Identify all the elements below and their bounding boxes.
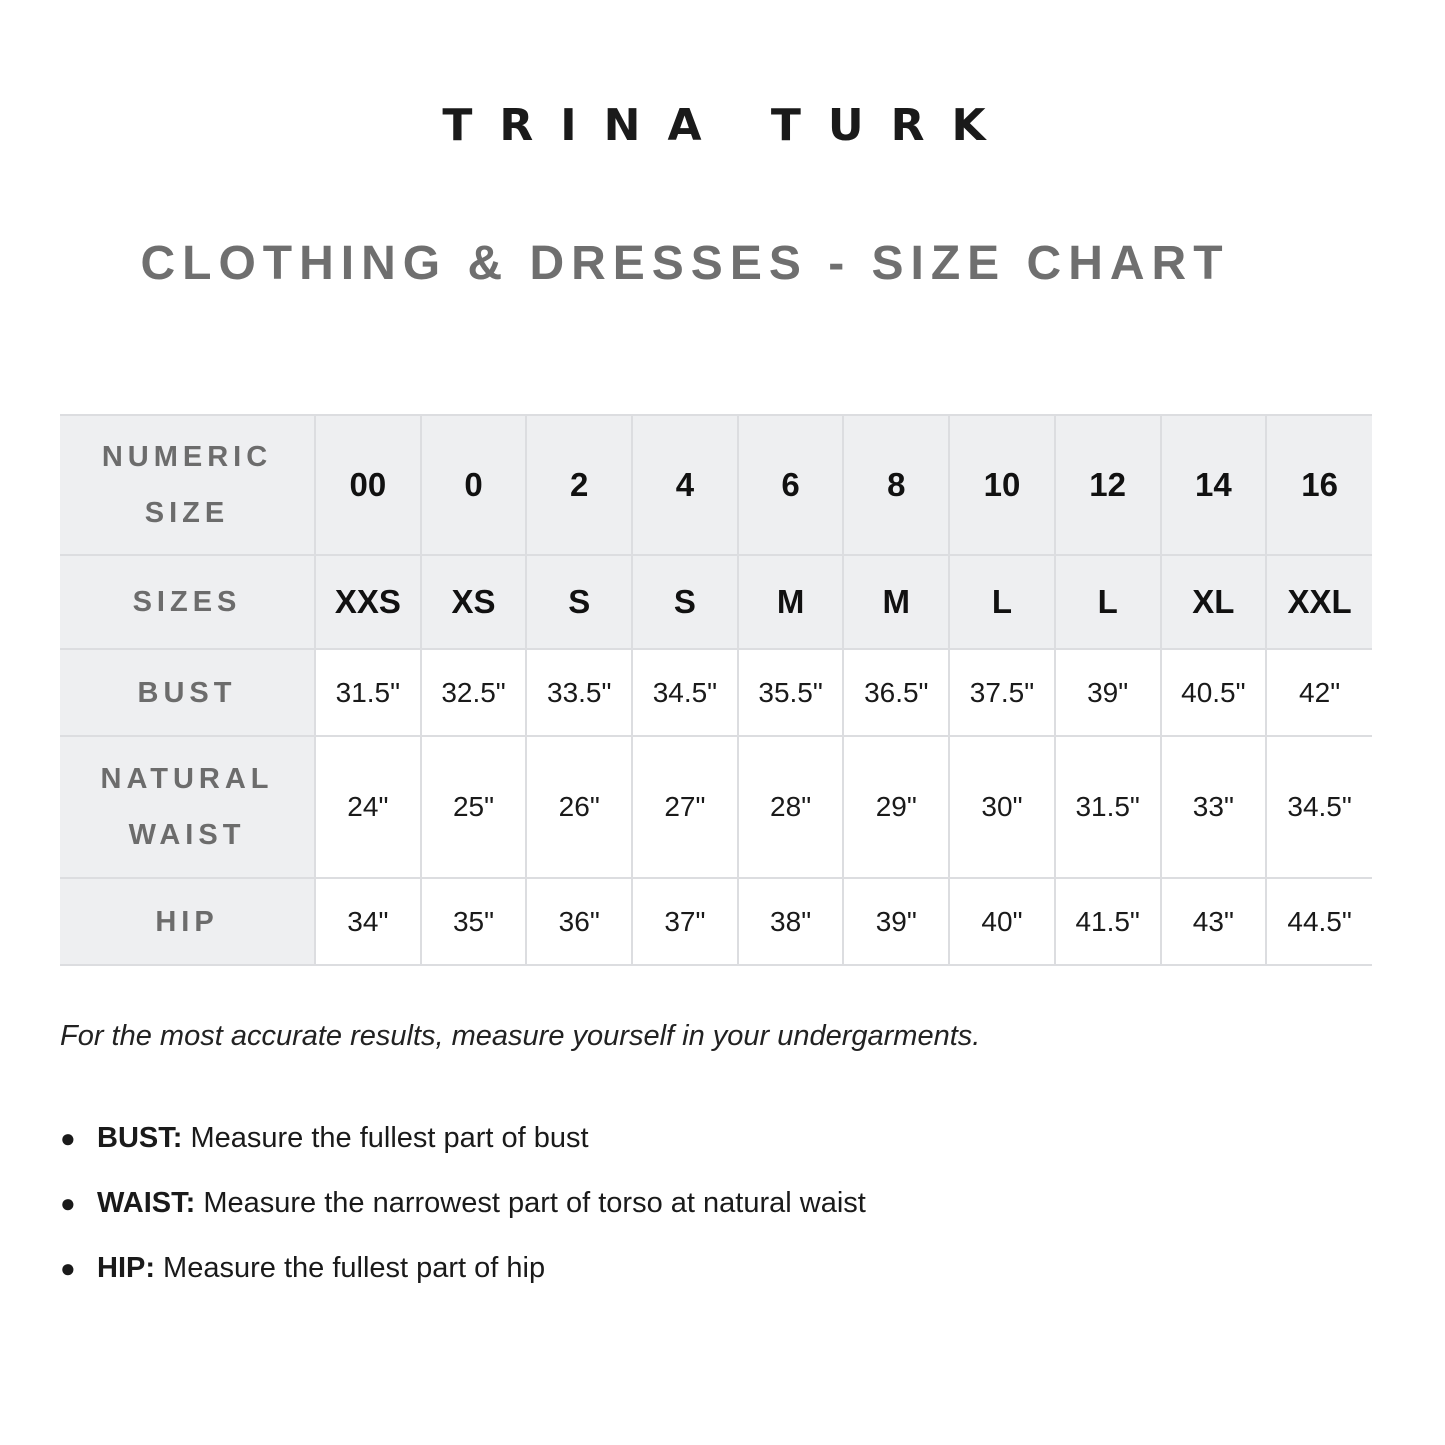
table-cell: XXL — [1266, 555, 1372, 649]
table-cell: 27" — [632, 736, 738, 878]
table-cell: 24" — [315, 736, 421, 878]
guide-term: WAIST: — [97, 1187, 196, 1219]
table-cell: 39" — [843, 878, 949, 965]
table-row-hip — [60, 878, 1372, 965]
table-cell: 43" — [1161, 878, 1267, 965]
table-cell: 14 — [1161, 415, 1267, 555]
table-cell: 26" — [526, 736, 632, 878]
table-cell: S — [526, 555, 632, 649]
table-cell: 44.5" — [1266, 878, 1372, 965]
table-cell: XXS — [315, 555, 421, 649]
table-cell: 30" — [949, 736, 1055, 878]
table-cell: M — [843, 555, 949, 649]
table-cell: 31.5" — [1055, 736, 1161, 878]
guide-term: BUST: — [97, 1122, 183, 1154]
list-item-bust — [60, 1108, 866, 1173]
table-cell: L — [1055, 555, 1161, 649]
table-cell: 25" — [421, 736, 527, 878]
table-cell: 35" — [421, 878, 527, 965]
list-item-hip — [60, 1238, 866, 1303]
measurement-note: For the most accurate results, measure yourself in your undergarments. — [60, 1020, 981, 1052]
table-cell: 6 — [738, 415, 844, 555]
table-cell: 38" — [738, 878, 844, 965]
guide-text: Measure the narrowest part of torso at natural waist — [195, 1187, 866, 1219]
table-cell: 39" — [1055, 649, 1161, 736]
table-cell: 16 — [1266, 415, 1372, 555]
row-header: NUMERIC SIZE — [60, 415, 315, 555]
list-item-waist — [60, 1173, 866, 1238]
row-header: HIP — [60, 878, 315, 965]
table-cell: 4 — [632, 415, 738, 555]
table-cell: 0 — [421, 415, 527, 555]
row-header: NATURAL WAIST — [60, 736, 315, 878]
table-cell: L — [949, 555, 1055, 649]
table-cell: 12 — [1055, 415, 1161, 555]
table-cell: S — [632, 555, 738, 649]
table-cell: 35.5" — [738, 649, 844, 736]
guide-text: Measure the fullest part of hip — [155, 1252, 546, 1284]
table-cell: 33.5" — [526, 649, 632, 736]
table-cell: M — [738, 555, 844, 649]
guide-text: Measure the fullest part of bust — [182, 1122, 589, 1154]
table-cell: 36" — [526, 878, 632, 965]
table-cell: 33" — [1161, 736, 1267, 878]
measurement-guide-list — [60, 1108, 866, 1303]
brand-logo: TRINA TURK — [442, 100, 1013, 151]
table-cell: XL — [1161, 555, 1267, 649]
table-cell: 37.5" — [949, 649, 1055, 736]
table-cell: 31.5" — [315, 649, 421, 736]
table-cell: 10 — [949, 415, 1055, 555]
table-row-natural-waist — [60, 736, 1372, 878]
row-header: BUST — [60, 649, 315, 736]
bullet-icon: ● — [60, 1253, 76, 1283]
table-cell: 8 — [843, 415, 949, 555]
table-row-bust — [60, 649, 1372, 736]
table-cell: 00 — [315, 415, 421, 555]
bullet-icon: ● — [60, 1188, 76, 1218]
table-cell: 40" — [949, 878, 1055, 965]
table-cell: 34.5" — [1266, 736, 1372, 878]
table-cell: 32.5" — [421, 649, 527, 736]
table-cell: 37" — [632, 878, 738, 965]
table-cell: 34.5" — [632, 649, 738, 736]
table-row-sizes — [60, 555, 1372, 649]
table-cell: XS — [421, 555, 527, 649]
table-cell: 29" — [843, 736, 949, 878]
table-cell: 34" — [315, 878, 421, 965]
table-cell: 40.5" — [1161, 649, 1267, 736]
table-cell: 36.5" — [843, 649, 949, 736]
size-table — [60, 414, 1372, 966]
table-cell: 28" — [738, 736, 844, 878]
guide-term: HIP: — [97, 1252, 155, 1284]
table-cell: 2 — [526, 415, 632, 555]
table-cell: 42" — [1266, 649, 1372, 736]
bullet-icon: ● — [60, 1123, 76, 1153]
page-title: CLOTHING & DRESSES - SIZE CHART — [140, 237, 1230, 290]
table-cell: 41.5" — [1055, 878, 1161, 965]
row-header: SIZES — [60, 555, 315, 649]
table-row-numeric-size — [60, 415, 1372, 555]
